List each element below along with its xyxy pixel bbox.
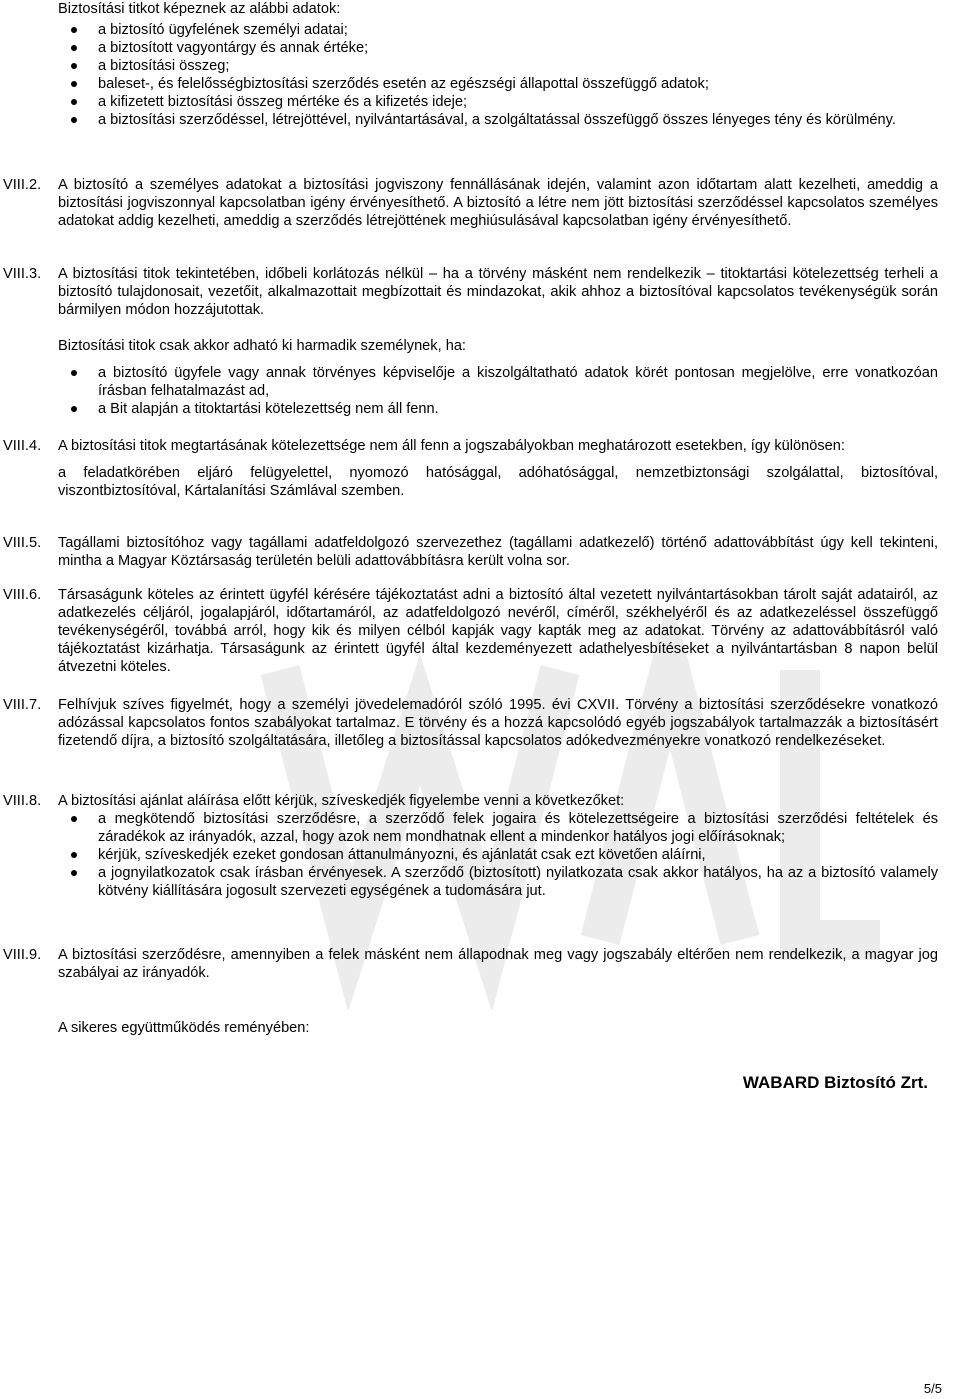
bullet-icon xyxy=(71,45,77,51)
section-number: VIII.5. xyxy=(3,535,42,551)
list-item: a jognyilatkozatok csak írásban érvényesek. A szerződő (biztosított) nyilatkozata csak akkor hatályos, ha az a biztosító valamely kötvény kiállítására jogosult szervezeti egységének a tudomására jut. xyxy=(58,864,938,900)
section-text: Tagállami biztosítóhoz vagy tagállami adatfeldolgozó szervezethez (tagállami adatkezelő) történő adattovábbítást úgy kell tekinteni, mintha a Magyar Köztársaság területén belüli adattovábbításra került volna sor. xyxy=(58,535,938,569)
section-text: A biztosítási ajánlat aláírása előtt kérjük, szíveskedjék figyelembe venni a következőket: xyxy=(58,793,625,809)
page-number: 5/5 xyxy=(923,1381,942,1396)
bullet-icon xyxy=(71,370,77,376)
bullet-icon xyxy=(71,816,77,822)
section-viii-3 xyxy=(0,265,938,319)
bullet-icon xyxy=(71,852,77,858)
section-text-continued: a feladatkörében eljáró felügyelettel, nyomozó hatósággal, adóhatósággal, nemzetbiztonsági szolgálattal, biztosítóval, viszontbiztosítóval, Kártalanítási Számlával szemben. xyxy=(58,465,938,499)
list-item: a megkötendő biztosítási szerződésre, a szerződő felek jogaira és kötelezettségeire a biztosítási szerződési feltételek és záradékok az irányadók, azzal, hogy azok nem mondhatnak ellent a mindenkor hatályos jogi előírásoknak; xyxy=(58,810,938,846)
section-number: VIII.9. xyxy=(3,947,42,963)
section-text: A biztosítási szerződésre, amennyiben a felek másként nem állapodnak meg vagy jogszabály eltérően nem rendelkezik, a magyar jog szabályai az irányadók. xyxy=(58,947,938,981)
bullet-icon xyxy=(71,27,77,33)
secret-data-list xyxy=(58,21,938,129)
bullet-icon xyxy=(71,81,77,87)
list-item: a biztosítási szerződéssel, létrejöttével, nyilvántartásával, a szolgáltatással összefüggő összes lényeges tény és körülmény. xyxy=(58,111,938,129)
section-viii-9 xyxy=(0,946,938,982)
section-viii-4 xyxy=(0,437,938,500)
company-signature: WABARD Biztosító Zrt. xyxy=(742,1073,928,1092)
section-number: VIII.7. xyxy=(3,697,42,713)
list-item: a biztosított vagyontárgy és annak értéke; xyxy=(58,39,938,57)
bullet-icon xyxy=(71,117,77,123)
list-item: a biztosítási összeg; xyxy=(58,57,938,75)
section-viii-2 xyxy=(0,176,938,230)
section-number: VIII.3. xyxy=(3,266,42,282)
section-text: Felhívjuk szíves figyelmét, hogy a személyi jövedelemadóról szóló 1995. évi CXVII. Törvény a biztosítási szerződésekre vonatkozó adózással kapcsolatos fontos szabályokat tartalmaz. E törvény és a hozzá kapcsolódó egyéb jogszabályok tartalmazzák a biztosításért fizetendő díjra, a biztosító szolgáltatására, illetőleg a biztosítással kapcsolatos adókedvezményekre vonatkozó rendelkezéseket. xyxy=(58,697,938,749)
section-number: VIII.4. xyxy=(3,438,42,454)
section-viii-8 xyxy=(0,792,938,810)
list-item: a biztosító ügyfele vagy annak törvényes képviselője a kiszolgáltatható adatok körét pontosan megjelölve, erre vonatkozóan írásban felhatalmazást ad, xyxy=(58,364,938,400)
section-text: A biztosítási titok megtartásának kötelezettsége nem áll fenn a jogszabályokban meghatározott esetekben, így különösen: xyxy=(58,438,845,454)
section-viii-5 xyxy=(0,534,938,570)
section-text: A biztosítási titok tekintetében, időbeli korlátozás nélkül – ha a törvény másként nem rendelkezik – titoktartási kötelezettség terheli a biztosító tulajdonosait, vezetőit, alkalmazottait megbízottait és mindazokat, akik ahhoz a biztosítóval kapcsolatos tevékenységük során bármilyen módon hozzájutottak. xyxy=(58,266,938,318)
section-viii-7 xyxy=(0,696,938,750)
bullet-icon xyxy=(71,99,77,105)
list-item: a biztosító ügyfelének személyi adatai; xyxy=(58,21,938,39)
list-item: baleset-, és felelősségbiztosítási szerződés esetén az egészségi állapottal összefüggő adatok; xyxy=(58,75,938,93)
section-number: VIII.8. xyxy=(3,793,42,809)
section-text: Társaságunk köteles az érintett ügyfél kérésére tájékoztatást adni a biztosító által vezetett nyilvántartásokban tárolt saját adatairól, az adatkezelés céljáról, jogalapjáról, időtartamáról, az adatfeldolgozó nevéről, címéről, székhelyéről és az adatkezeléssel összefüggő tevékenységéről, továbbá arról, hogy kik és milyen célból kapják vagy kapták meg az adatokat. Törvény az adattovábbításról való tájékoztatást kizárhatja. Társaságunk az érintett ügyfél által kezdeményezett adathelyesbítéseket a nyilvántartásban 8 napon belül átvezetni köteles. xyxy=(58,587,938,675)
list-item: a Bit alapján a titoktartási kötelezettség nem áll fenn. xyxy=(58,400,938,418)
bullet-icon xyxy=(71,63,77,69)
list-item: kérjük, szíveskedjék ezeket gondosan áttanulmányozni, és ajánlatát csak ezt követően aláírni, xyxy=(58,846,938,864)
section-number: VIII.2. xyxy=(3,177,42,193)
section-subheading: Biztosítási titok csak akkor adható ki harmadik személynek, ha: xyxy=(58,338,466,354)
bullet-icon xyxy=(71,406,77,412)
intro-heading: Biztosítási titkot képeznek az alábbi adatok: xyxy=(58,1,341,17)
section-number: VIII.6. xyxy=(3,587,42,603)
section-text: A biztosító a személyes adatokat a biztosítási jogviszony fennállásának idején, valamint azon időtartam alatt kezelheti, ameddig a biztosítási jogviszonnyal kapcsolatban igény érvényesíthető. A biztosító a létre nem jött biztosítási szerződéssel kapcsolatos személyes adatokat addig kezelheti, ameddig a szerződés létrejöttének meghiúsulásával kapcsolatban igény érvényesíthető. xyxy=(58,177,938,229)
list-item: a kifizetett biztosítási összeg mértéke és a kifizetés ideje; xyxy=(58,93,938,111)
section-viii-6 xyxy=(0,586,938,676)
closing-line: A sikeres együttműködés reményében: xyxy=(58,1020,310,1036)
disclosure-conditions-list xyxy=(58,364,938,418)
proposal-notes-list xyxy=(58,810,938,900)
bullet-icon xyxy=(71,870,77,876)
